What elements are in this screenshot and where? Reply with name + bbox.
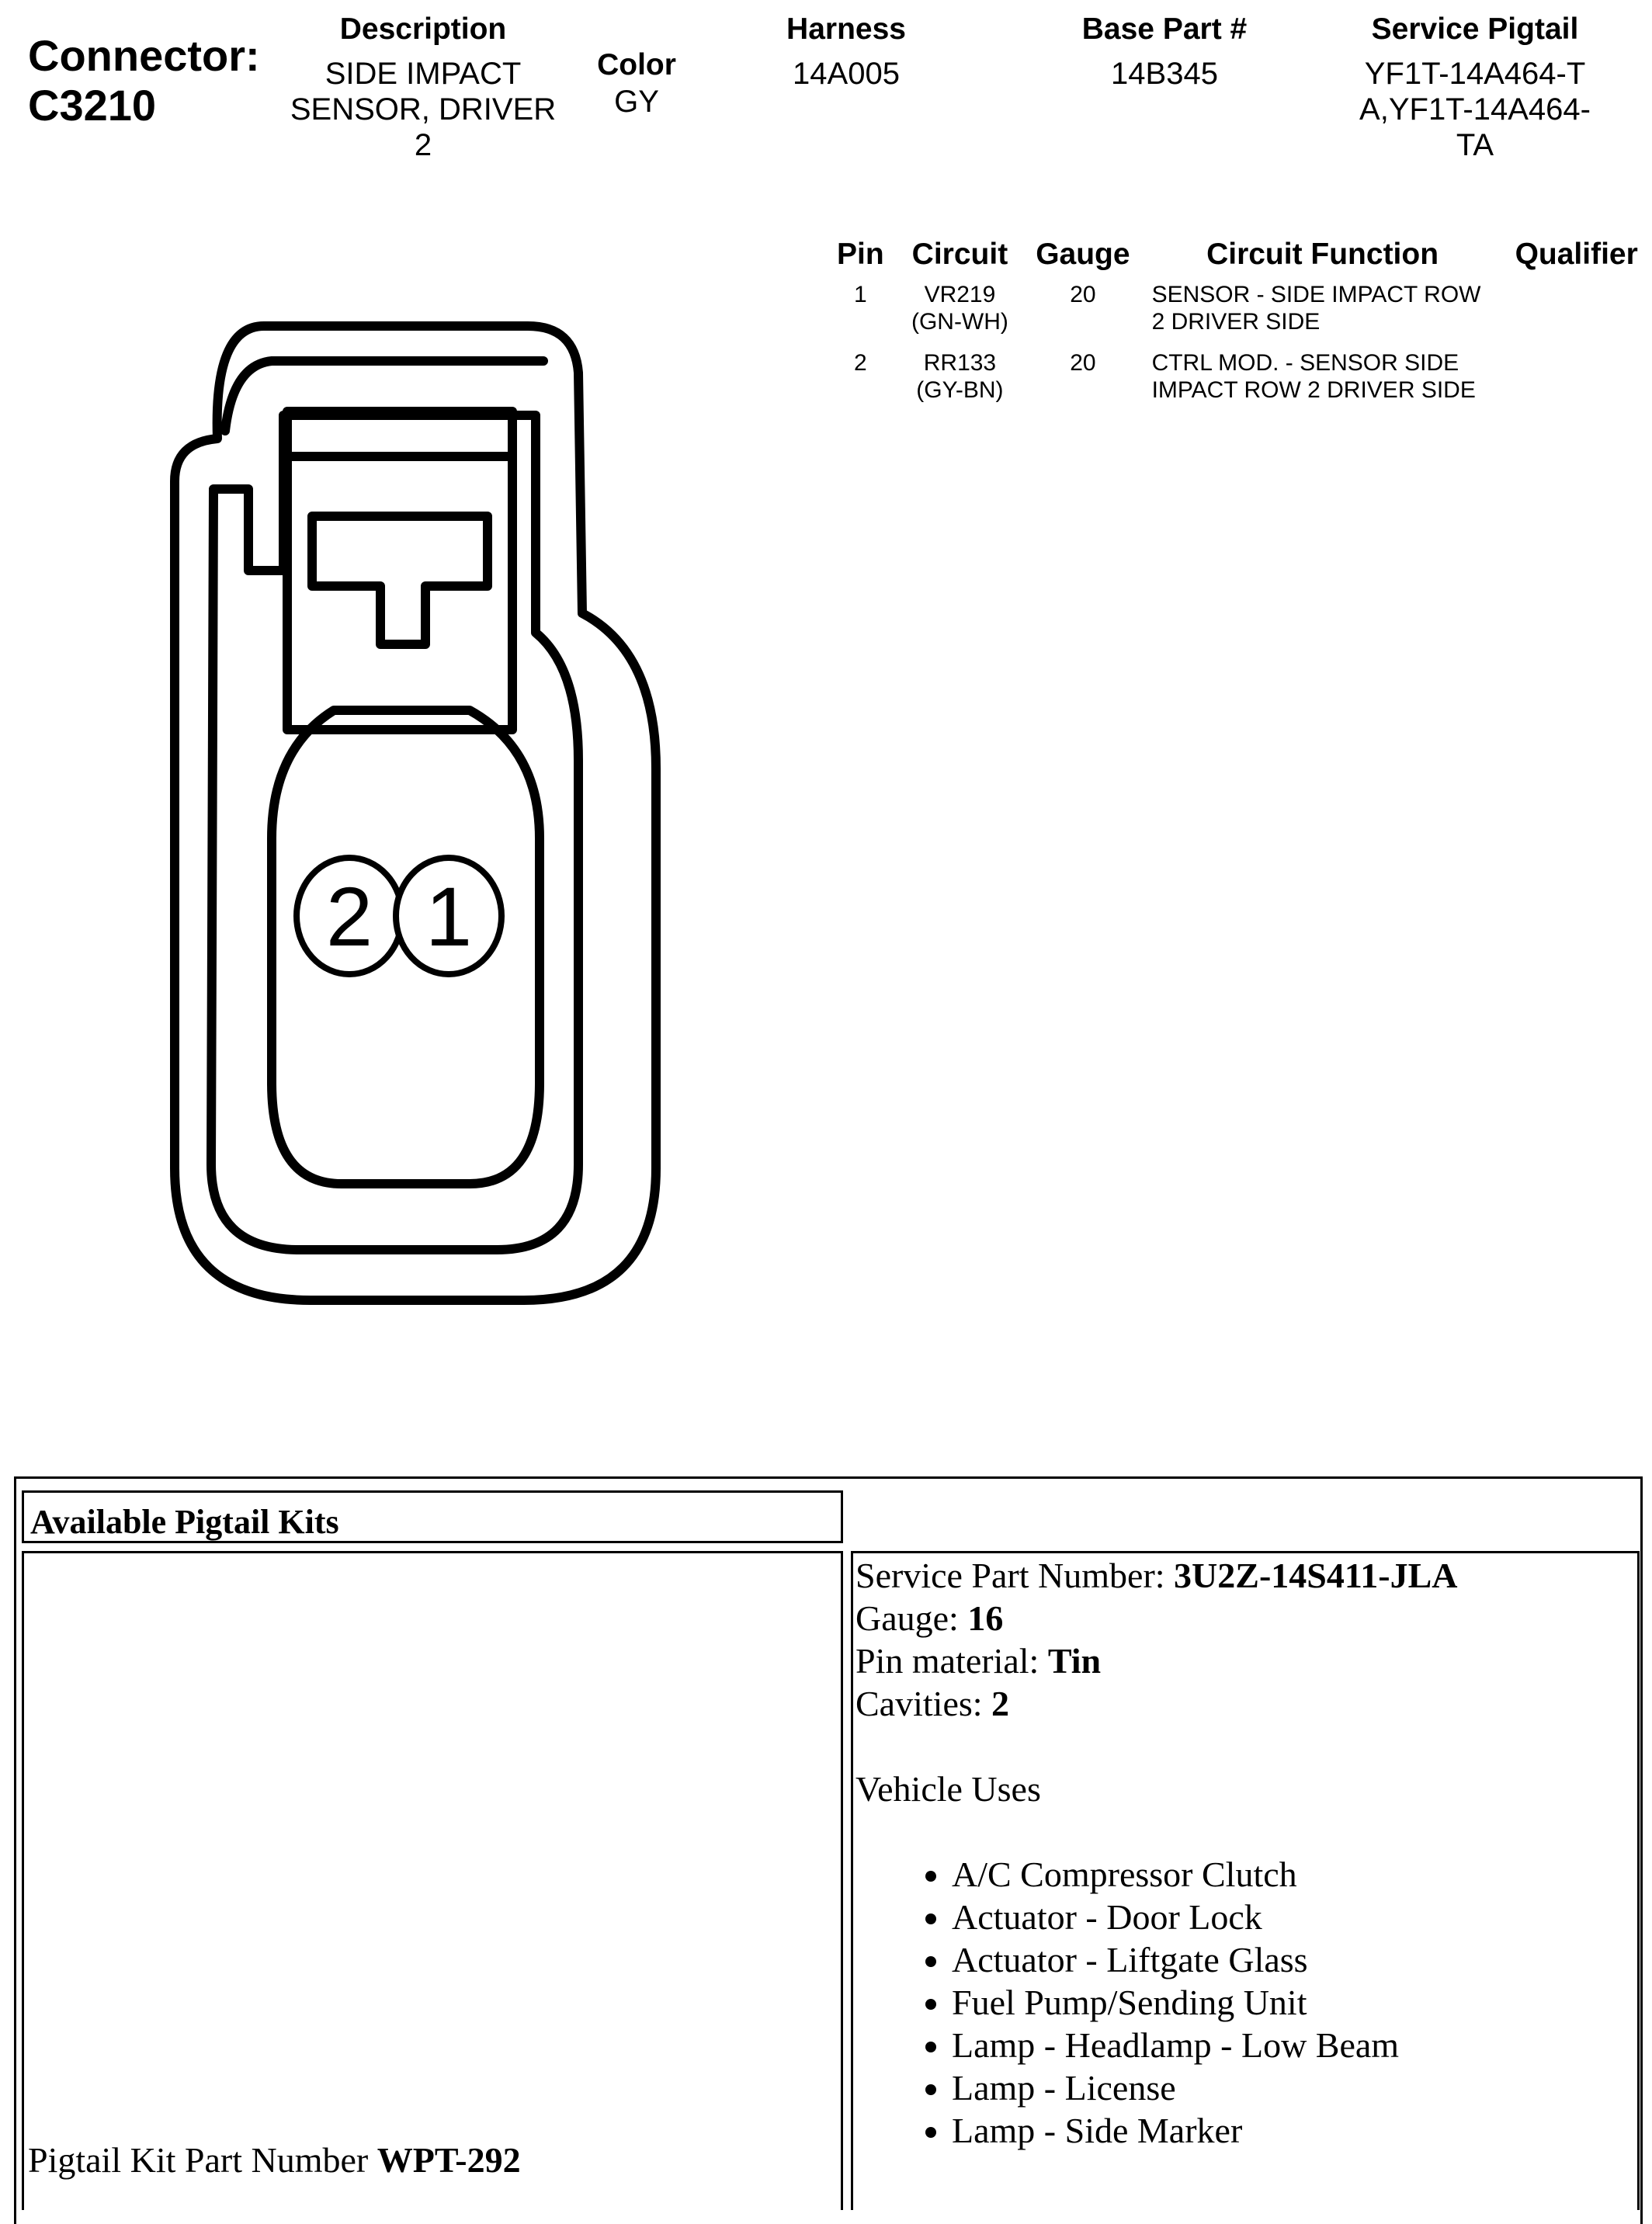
latch-tab: [312, 516, 488, 644]
list-item: • Lamp - Side Marker: [952, 2109, 1458, 2152]
service-part-number-line: [856, 1554, 1458, 1597]
cavities-label: Cavities:: [856, 1684, 992, 1723]
circuit-color: (GY-BN): [916, 377, 1004, 403]
list-item: • Fuel Pump/Sending Unit: [952, 1981, 1458, 2024]
pigtail-kits-title: Available Pigtail Kits: [30, 1503, 339, 1541]
pin-material-label: Pin material:: [856, 1641, 1048, 1681]
list-item: • Lamp - License: [952, 2066, 1458, 2109]
gauge-line: [856, 1597, 1458, 1639]
column-header-circuit: Circuit: [911, 238, 1008, 271]
pin-material-value: Tin: [1047, 1641, 1102, 1681]
cavities-line: [856, 1682, 1458, 1725]
list-item: • Lamp - Headlamp - Low Beam: [952, 2024, 1458, 2066]
circuit-function-cell: SENSOR - SIDE IMPACT ROW 2 DRIVER SIDE: [1151, 282, 1481, 335]
pigtail-kit-part-number: [28, 2139, 521, 2181]
gauge-cell: 20: [1070, 350, 1096, 376]
pin-number: 2: [853, 350, 867, 376]
service-pigtail-value: YF1T-14A464-TA,YF1T-14A464-TA: [1359, 57, 1591, 162]
connector-label: Connector:: [28, 31, 260, 80]
connector-inner-shell: [211, 415, 578, 1250]
service-part-number-label: Service Part Number:: [856, 1556, 1175, 1595]
circuit-function-cell: CTRL MOD. - SENSOR SIDE IMPACT ROW 2 DRIVER SIDE: [1151, 350, 1476, 403]
harness-header: Harness: [786, 12, 906, 46]
description-value: SIDE IMPACT SENSOR, DRIVER 2: [290, 57, 557, 162]
vehicle-uses-title: Vehicle Uses: [856, 1769, 1041, 1809]
column-header-circuit-function: Circuit Function: [1206, 238, 1439, 271]
connector-back-rib: [225, 361, 543, 431]
base-part-header: Base Part #: [1081, 12, 1248, 46]
gauge-label: Gauge:: [856, 1598, 968, 1638]
pin-2-label: 2: [325, 869, 373, 963]
connector-outer-shell: [175, 326, 656, 1300]
gauge-cell: 20: [1070, 282, 1096, 307]
gauge-value: 16: [967, 1598, 1004, 1638]
service-pigtail-header: Service Pigtail: [1371, 12, 1579, 46]
pigtail-kit-image-cell: [22, 1551, 843, 2210]
column-header-gauge: Gauge: [1036, 238, 1130, 271]
color-value: GY: [614, 85, 659, 119]
cavities-value: 2: [991, 1684, 1010, 1723]
column-header-qualifier: Qualifier: [1515, 238, 1638, 271]
list-item: • Actuator - Liftgate Glass: [952, 1938, 1458, 1981]
column-header-pin: Pin: [837, 238, 884, 271]
connector-id: C3210: [28, 81, 157, 130]
list-item: • Actuator - Door Lock: [952, 1896, 1458, 1938]
circuit-id: RR133: [923, 350, 997, 376]
color-header: Color: [597, 48, 676, 82]
pin-number: 1: [853, 282, 867, 307]
pin-1-label: 1: [425, 869, 473, 963]
kit-part-value: WPT-292: [377, 2140, 521, 2180]
pigtail-kit-details: [856, 1554, 1458, 2152]
service-part-number-value: 3U2Z-14S411-JLA: [1174, 1556, 1458, 1595]
harness-value: 14A005: [793, 57, 900, 91]
pigtail-kits-title-box: [22, 1490, 843, 1543]
kit-part-label: Pigtail Kit Part Number: [28, 2140, 377, 2180]
list-item: • A/C Compressor Clutch: [952, 1853, 1458, 1896]
circuit-id: VR219: [924, 282, 996, 307]
base-part-value: 14B345: [1111, 57, 1218, 91]
description-header: Description: [339, 12, 507, 46]
pin-material-line: [856, 1639, 1458, 1682]
circuit-color: (GN-WH): [911, 309, 1008, 335]
vehicle-uses-list: [856, 1853, 1458, 2152]
